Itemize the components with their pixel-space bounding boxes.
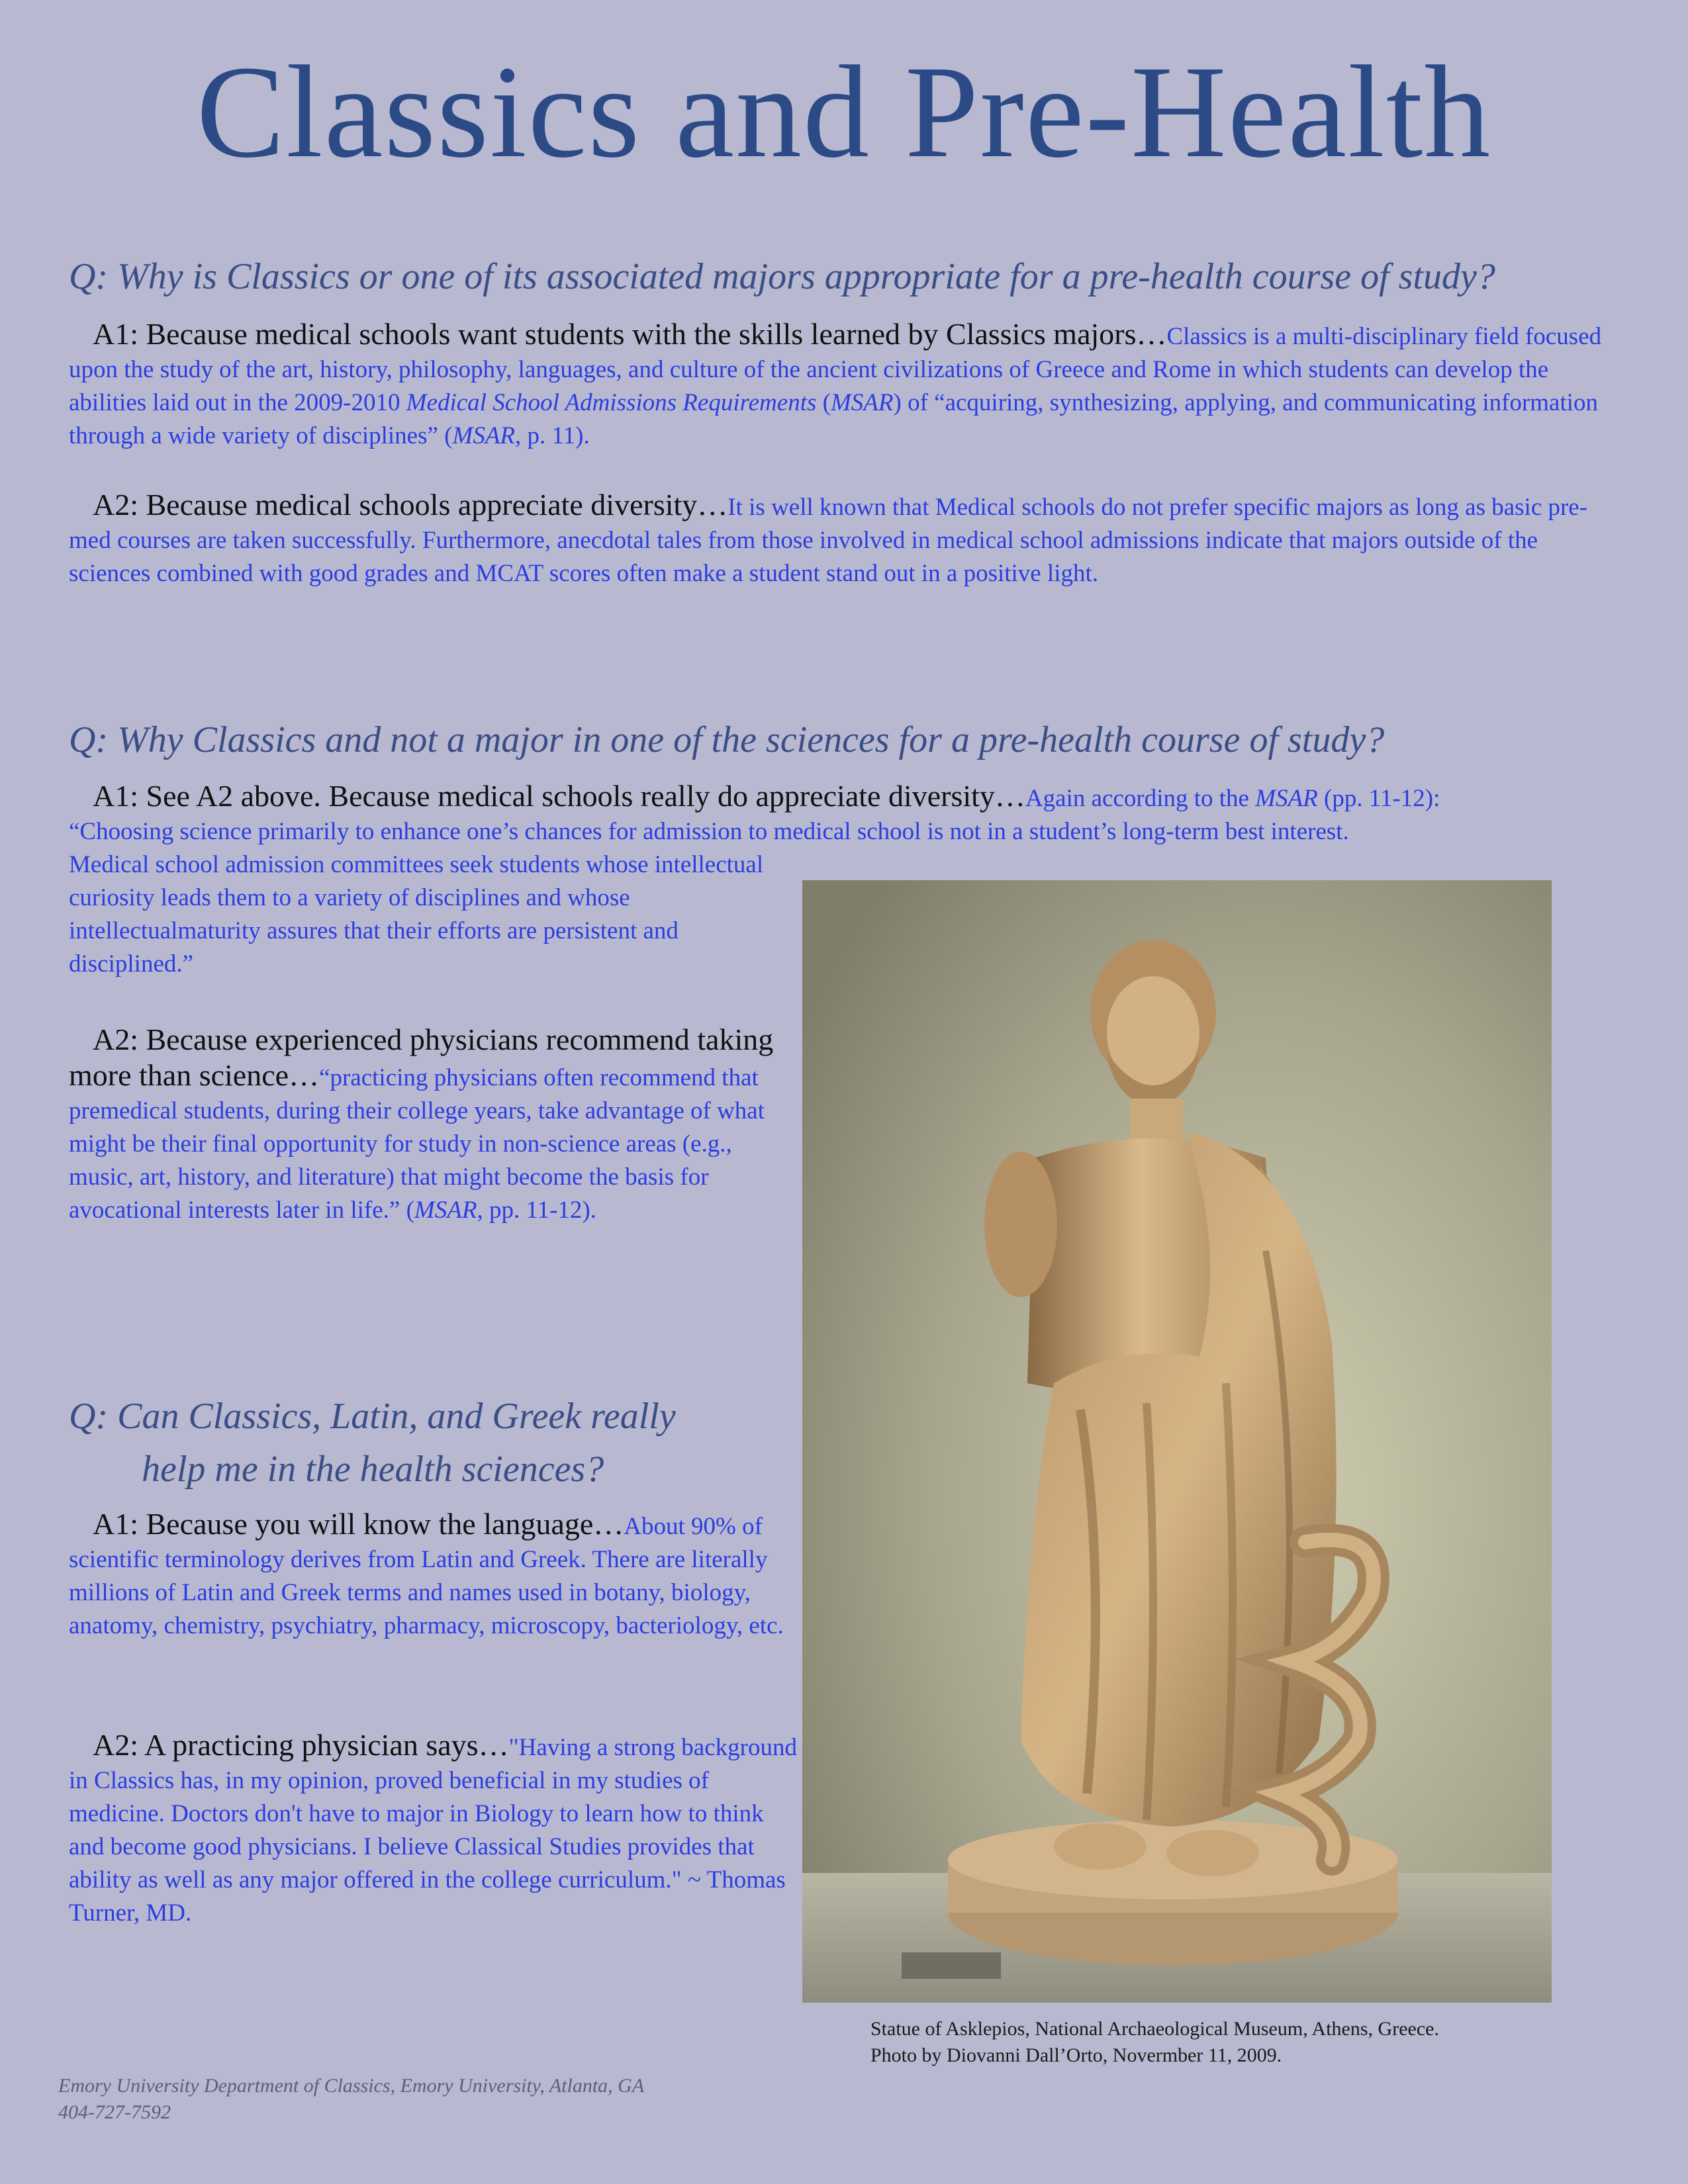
answer-text: "Having a strong background in Classics has, in my opinion, proved beneficial in my studies of medicine. Doctors don't have to major in Biology to learn how to think and become good physicians. I believe Classical Studies provides that ability as well as any major offered in the college curriculum." ~ Thomas Turner, MD.	[69, 1734, 797, 1927]
page-title: Classics and Pre-Health	[196, 39, 1492, 185]
answer-lead: A2: Because experienced physicians recommend taking more than science…	[69, 1023, 774, 1092]
answer-2-2	[69, 1023, 784, 1227]
question-line: Q: Can Classics, Latin, and Greek really	[69, 1396, 676, 1437]
answer-lead: A2: Because medical schools appreciate diversity…	[93, 488, 728, 522]
answer-text: , pp. 11-12).	[477, 1197, 596, 1224]
answer-text: It is well known that Medical schools do not prefer specific majors as long as basic pre-med courses are taken successfully. Furthermore, anecdotal tales from those involved in medical school admissions indicate that majors outside of the sciences combined with good grades and MCAT scores often make a student stand out in a positive light.	[69, 494, 1588, 587]
question-2: Q: Why Classics and not a major in one of the sciences for a pre-health course of study?	[69, 719, 1385, 760]
answer-text: ) of “acquiring, synthesizing, applying, and communicating information through a wide variety of disciplines” (	[69, 389, 1599, 449]
answer-text: (pp. 11-12):	[1317, 785, 1440, 812]
question-3	[69, 1390, 797, 1496]
answer-text: (	[816, 389, 831, 416]
answer-1-1	[69, 318, 1611, 453]
book-abbrev: MSAR	[452, 422, 516, 449]
answer-2-1-top	[69, 780, 1611, 848]
footer-address: Emory University Department of Classics, Emory University, Atlanta, GA	[58, 2075, 645, 2097]
book-title: Medical School Admissions Requirements	[406, 389, 817, 416]
answer-text: Again according to the	[1025, 785, 1256, 812]
answer-lead: A1: See A2 above. Because medical schools really do appreciate diversity…	[93, 779, 1025, 813]
answer-lead: A2: A practicing physician says…	[93, 1728, 509, 1762]
answer-2-1-rest: Medical school admission committees seek students whose intellectual curiosity leads them to a variety of disciplines and whose intellectualmaturity assures that their efforts are persistent and disciplined.”	[69, 851, 764, 978]
answer-text: “practicing physicians often recommend that premedical students, during their college years, take advantage of what might be their final opportunity for study in non-science areas (e.g., music, art, history, and literature) that might become the basis for avocational interests later in life.”	[69, 1064, 765, 1224]
answer-3-1	[69, 1508, 784, 1643]
book-abbrev: MSAR	[414, 1197, 477, 1224]
book-abbrev: MSAR	[1255, 785, 1318, 812]
asklepios-statue-image	[802, 880, 1552, 2003]
answer-3-2	[69, 1729, 804, 1930]
answer-text: , p. 11).	[515, 422, 590, 449]
book-abbrev: MSAR	[830, 389, 894, 416]
footer-contact	[58, 2073, 853, 2126]
answer-text: Classics is a multi-disciplinary field focused upon the study of the art, history, philosophy, languages, and culture of the ancient civilizations of Greece and Rome in which students can develop the abilities laid out in the 2009-2010	[69, 323, 1602, 416]
answer-text: (	[400, 1197, 414, 1224]
answer-text: About 90% of scientific terminology derives from Latin and Greek. There are literally millions of Latin and Greek terms and names used in botany, biology, anatomy, chemistry, psychiatry, pharmacy, microscopy, bacteriology, etc.	[69, 1513, 784, 1639]
caption-line: Statue of Asklepios, National Archaeological Museum, Athens, Greece.	[870, 2018, 1439, 2040]
question-1: Q: Why is Classics or one of its associated majors appropriate for a pre-health course of study?	[69, 256, 1495, 297]
answer-text: “Choosing science primarily to enhance one’s chances for admission to medical school is not in a student’s long-term best interest.	[69, 818, 1349, 845]
answer-lead: A1: Because medical schools want students with the skills learned by Classics majors…	[93, 317, 1167, 351]
footer-phone: 404-727-7592	[58, 2101, 171, 2123]
answer-1-2	[69, 488, 1611, 590]
question-line: help me in the health sciences?	[142, 1449, 604, 1490]
photo-caption	[870, 2016, 1665, 2069]
answer-lead: A1: Because you will know the language…	[93, 1507, 624, 1541]
statue-photo	[802, 880, 1552, 2003]
caption-line: Photo by Diovanni Dall’Orto, Novermber 11, 2009.	[870, 2044, 1282, 2066]
